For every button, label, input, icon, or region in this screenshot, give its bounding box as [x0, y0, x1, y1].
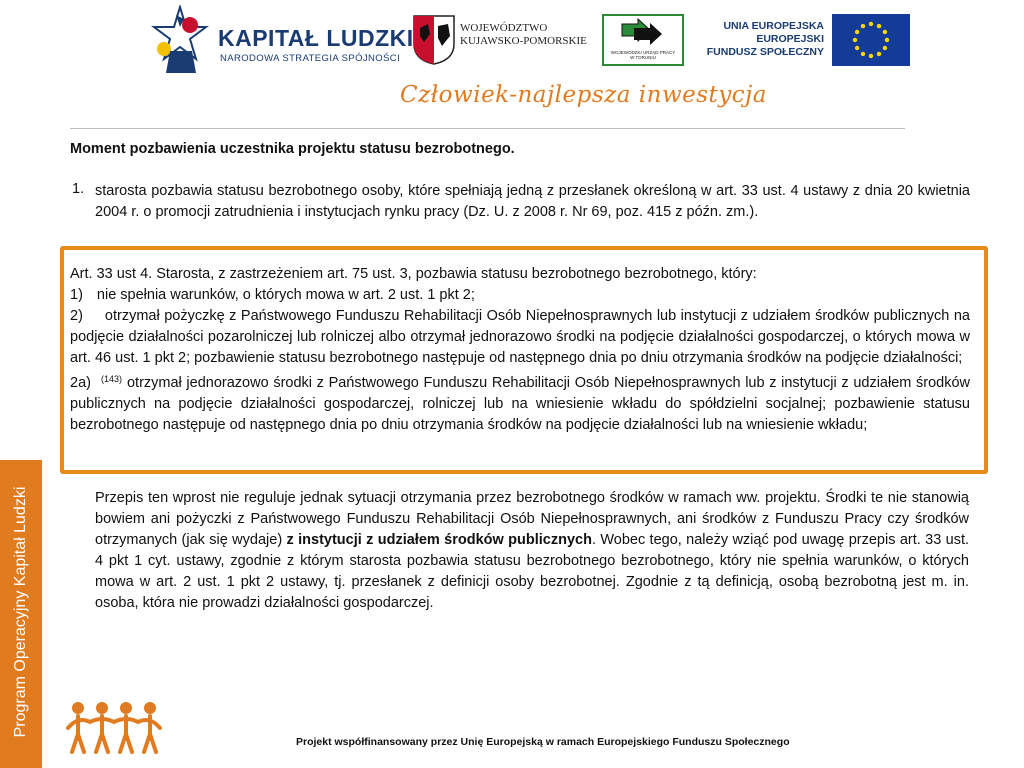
- kapital-ludzki-subtitle: NARODOWA STRATEGIA SPÓJNOŚCI: [220, 53, 401, 64]
- excerpt-point-2-number: 2): [70, 308, 83, 324]
- kujawsko-pomorskie-line2: KUJAWSKO-POMORSKIE: [460, 35, 587, 47]
- eu-line2: EUROPEJSKI: [756, 33, 824, 45]
- excerpt-point-2a-text: otrzymał jednorazowo środki z Państwowego Funduszu Rehabilitacji Osób Niepełnosprawnych lub z instytucji z udziałem środków publicznych na podjęcie działalności gospodarczej, rolniczej lub na wniesienie wkładu do spółdzielni socjalnej; pozbawienie statusu bezrobotnego następuje od następnego dnia po dniu otrzymania środków na podjęcie działalności lub na wniesienie wkładu;: [70, 375, 970, 433]
- kujawsko-pomorskie-line1: WOJEWÓDZTWO: [460, 22, 548, 34]
- wup-line2: W TORUNIU: [630, 55, 656, 60]
- commentary-part-1: Przepis ten wprost nie reguluje jednak sytuacji otrzymania przez bezrobotnego środków w ramach ww. projektu. Środki te nie stanowią bowiem ani pożyczki z Państwowego Funduszu Rehabilitacji Osób Niepełnosprawnych, ani środków z Funduszu Pracy czy środków otrzymanych (jak się wydaje): [95, 490, 969, 548]
- excerpt-point-2a-number: 2a): [70, 375, 91, 391]
- footer-cofinancing-note: Projekt współfinansowany przez Unię Europejską w ramach Europejskiego Funduszu Społecznego: [296, 736, 790, 748]
- page-heading: Moment pozbawienia uczestnika projektu statusu bezrobotnego.: [70, 141, 515, 157]
- excerpt-intro: Art. 33 ust 4. Starosta, z zastrzeżeniem art. 75 ust. 3, pozbawia statusu bezrobotnego bezrobotnego, który:: [70, 266, 757, 282]
- kapital-ludzki-title: KAPITAŁ LUDZKI: [218, 25, 414, 51]
- side-program-label: Program Operacyjny Kapitał Ludzki: [12, 486, 29, 738]
- excerpt-point-1: [70, 285, 970, 306]
- kapital-ludzki-star-icon: [150, 5, 210, 77]
- commentary-part-2: . Wobec tego, należy wziąć pod uwagę przepis art. 33 ust. 4 pkt 1 cyt. ustawy, zgodnie z którym starosta pozbawia statusu bezrobotnego bezrobotnego, który nie spełnia warunków, o których mowa w art. 2 ust. 1 pkt 2 ustawy, tj. przesłanek z definicji osoby bezrobotnej. Zgodnie z tą definicją, osobą bezrobotną jest m. in. osoba, która nie prowadzi działalności gospodarczej.: [95, 532, 969, 611]
- excerpt-point-2a-footnote: (143): [100, 374, 122, 384]
- item-1-number: 1.: [72, 181, 85, 197]
- eu-flag-icon: [832, 14, 910, 66]
- people-figures-icon: [66, 698, 162, 754]
- excerpt-point-2: [70, 306, 970, 369]
- wup-line1: WOJEWÓDZKI URZĄD PRACY: [610, 50, 676, 55]
- excerpt-point-2-text: otrzymał pożyczkę z Państwowego Funduszu Rehabilitacji Osób Niepełnosprawnych lub instytucji z udziałem środków publicznych na podjęcie działalności pozarolniczej lub rolniczej albo otrzymał jednorazowo środki na podjęcie działalności gospodarczej, o których mowa w art. 46 ust. 1 pkt 2; pozbawienie statusu bezrobotnego następuje od następnego dnia po dniu otrzymania środków na podjęcie działalności;: [70, 308, 970, 366]
- eu-line1: UNIA EUROPEJSKA: [723, 20, 824, 32]
- wup-torun-logo: [602, 14, 684, 66]
- excerpt-point-1-number: 1): [70, 287, 83, 303]
- kujawsko-pomorskie-label: [460, 22, 587, 48]
- header-divider: [70, 128, 905, 129]
- kujawsko-pomorskie-coat-of-arms-icon: [412, 14, 456, 66]
- eu-line3: FUNDUSZ SPOŁECZNY: [706, 46, 824, 58]
- commentary-paragraph: [95, 488, 969, 614]
- item-1-text: starosta pozbawia statusu bezrobotnego osoby, które spełniają jedną z przesłanek określoną w art. 33 ust. 4 ustawy z dnia 20 kwietnia 2004 r. o promocji zatrudnienia i instytucjach rynku pracy (Dz. U. z 2008 r. Nr 69, poz. 415 z późn. zm.).: [95, 183, 970, 220]
- slogan: Człowiek-najlepsza inwestycja: [400, 82, 768, 108]
- eu-fund-label: [700, 20, 824, 59]
- wup-label: [604, 50, 682, 60]
- commentary-bold-phrase: z instytucji z udziałem środków publicznych: [286, 532, 592, 548]
- excerpt-point-1-text: nie spełnia warunków, o których mowa w art. 2 ust. 1 pkt 2;: [96, 287, 475, 303]
- wup-arrows-icon: [604, 16, 682, 48]
- excerpt-point-2a: [70, 369, 970, 436]
- legal-excerpt: [70, 264, 970, 436]
